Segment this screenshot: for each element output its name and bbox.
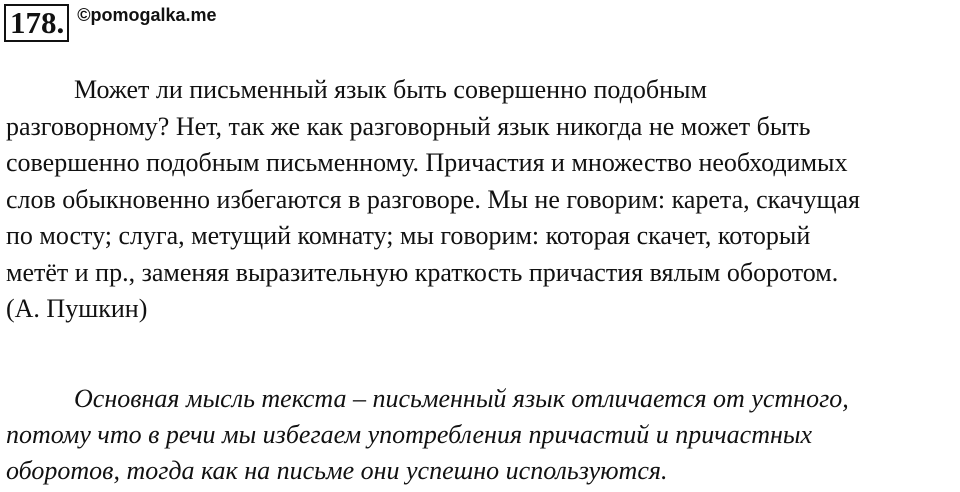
text-line: метёт и пр., заменяя выразительную краткость причастия вялым оборотом. bbox=[6, 257, 839, 287]
text-line: Может ли письменный язык быть совершенно подобным bbox=[74, 75, 707, 104]
watermark: ©pomogalka.me bbox=[77, 5, 217, 25]
task-number: 178. bbox=[4, 4, 69, 42]
header bbox=[4, 4, 217, 42]
text-line: совершенно подобным письменному. Причастия и множество необходимых bbox=[6, 148, 848, 177]
text-line: разговорному? Нет, так же как разговорный язык никогда не может быть bbox=[6, 111, 811, 141]
answer-line: потому что в речи мы избегаем употребления причастий и причастных bbox=[6, 420, 813, 449]
text-line: по мосту; слуга, метущий комнату; мы говорим: которая скачет, который bbox=[6, 221, 811, 250]
answer-line: Основная мысль текста – письменный язык отличается от устного, bbox=[74, 384, 849, 413]
text-line: слов обыкновенно избегаются в разговоре. Мы не говорим: карета, скачущая bbox=[6, 184, 861, 214]
answer-line: оборотов, тогда как на письме они успешно используются. bbox=[6, 456, 668, 485]
text-author: (А. Пушкин) bbox=[6, 294, 148, 323]
answer-text bbox=[6, 381, 954, 489]
source-text bbox=[6, 72, 954, 328]
